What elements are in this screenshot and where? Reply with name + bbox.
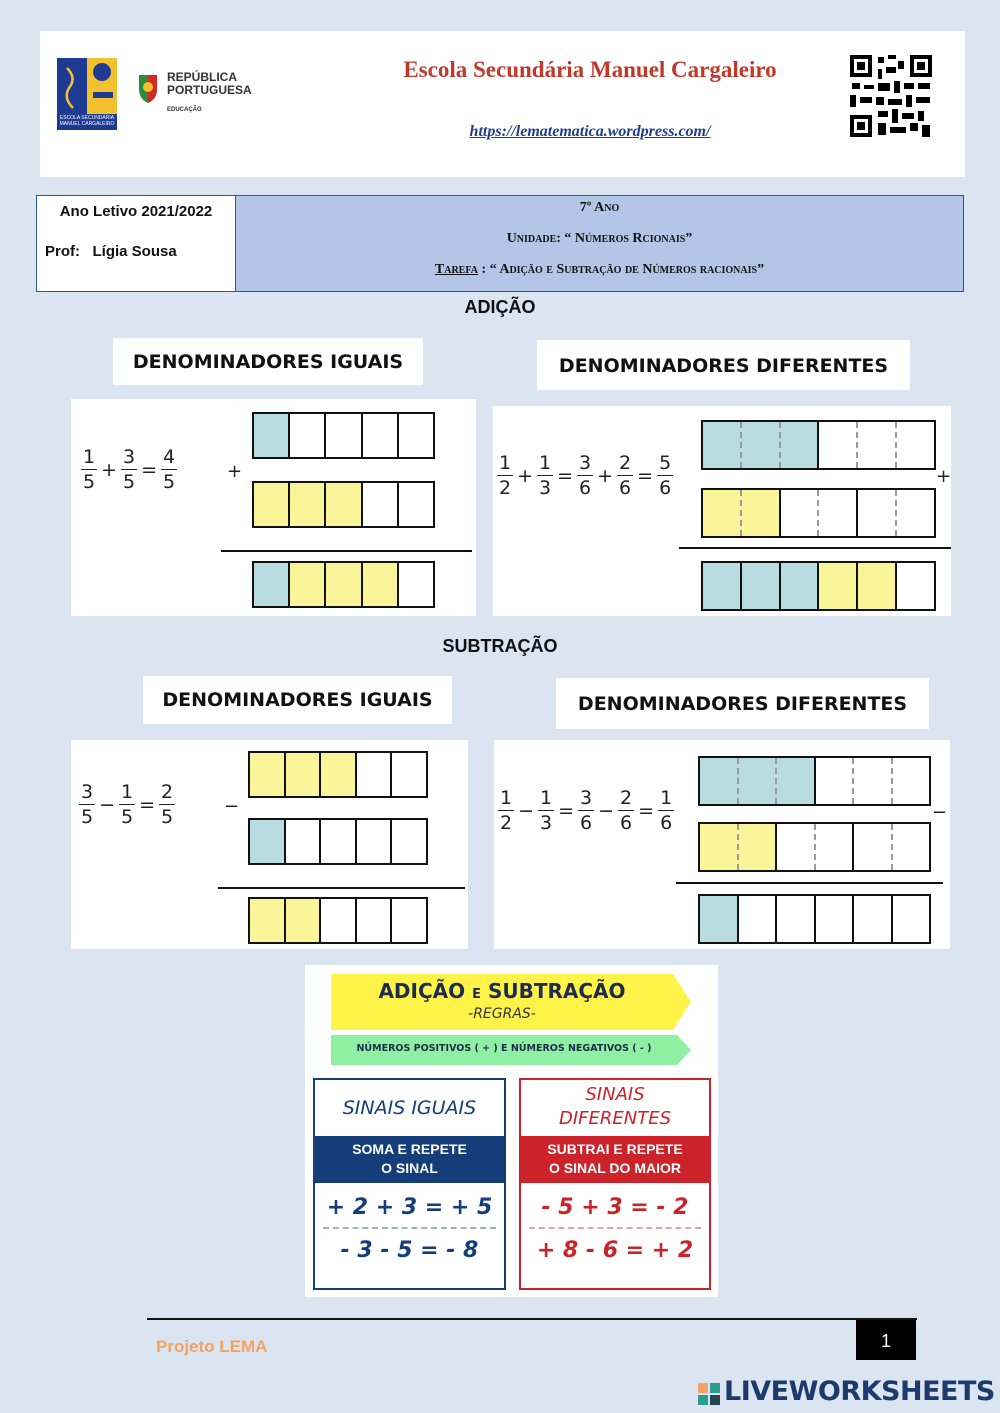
page-header: [40, 31, 965, 177]
task-text: : “ Adição e Subtração de Números racionais”: [481, 262, 765, 277]
info-right-cell: [236, 196, 963, 291]
different-signs-example-2: + 8 - 6 = + 2: [536, 1238, 694, 1263]
add-diff-equation: $\frac{1}{2}$ + $\frac{1}{3}$ = $\frac{3}{6}$ + $\frac{2}{6}$ = $\frac{5}{6}$: [499, 452, 672, 499]
sub-diff-panel: [494, 740, 950, 949]
info-table: [36, 195, 964, 292]
fraction: $\frac{4}{5}$: [163, 446, 176, 493]
fraction-bar: [252, 412, 435, 459]
republic-sub: EDUCAÇÃO: [167, 107, 202, 113]
school-logo: [57, 58, 117, 130]
sub-diff-label: DENOMINADORES DIFERENTES: [556, 678, 929, 729]
sum-line: [679, 547, 951, 549]
fraction: $\frac{3}{6}$: [580, 787, 593, 834]
sub-same-equation: $\frac{3}{5}$ − $\frac{1}{5}$ = $\frac{2}{5}$: [81, 781, 174, 828]
liveworksheets-brand[interactable]: LIVEWORKSHEETS: [724, 1376, 995, 1407]
teacher-name: Prof: Lígia Sousa: [45, 243, 177, 260]
addition-heading: ADIÇÃO: [464, 297, 536, 317]
fraction-bar: [252, 561, 435, 608]
task-prefix: Tarefa: [434, 262, 478, 277]
sub-same-label: DENOMINADORES IGUAIS: [143, 676, 452, 724]
fraction: $\frac{1}{2}$: [499, 452, 512, 499]
fraction: $\frac{1}{5}$: [121, 781, 134, 828]
grade-label: 7º Ano: [579, 200, 620, 215]
fraction: $\frac{2}{6}$: [619, 452, 632, 499]
fraction: $\frac{3}{6}$: [579, 452, 592, 499]
school-year: Ano Letivo 2021/2022: [59, 203, 213, 220]
fraction: $\frac{1}{3}$: [539, 452, 552, 499]
minus-sign: −: [224, 796, 240, 817]
fraction: $\frac{3}{5}$: [81, 781, 94, 828]
equal-signs-box: [313, 1078, 506, 1290]
add-same-panel: [71, 399, 476, 616]
fraction: $\frac{2}{5}$: [161, 781, 174, 828]
minus-sign: −: [932, 802, 948, 823]
fraction: $\frac{1}{5}$: [83, 446, 96, 493]
different-signs-example-1: - 5 + 3 = - 2: [529, 1183, 701, 1229]
website-link[interactable]: https://lematematica.wordpress.com/: [469, 123, 711, 140]
plus-sign: +: [227, 461, 243, 482]
difference-line: [218, 887, 465, 889]
fraction: $\frac{5}{6}$: [659, 452, 672, 499]
page-number: 1: [856, 1320, 916, 1360]
fraction-bar: [698, 822, 931, 872]
fraction-bar: [248, 897, 428, 944]
school-name: Escola Secundária Manuel Cargaleiro: [403, 57, 777, 82]
equal-signs-rule: SOMA E REPETE O SINAL: [315, 1136, 504, 1183]
different-signs-title: SINAIS DIFERENTES: [558, 1084, 672, 1129]
plus-sign: +: [936, 466, 952, 487]
equal-signs-example-2: - 3 - 5 = - 8: [340, 1238, 479, 1263]
fraction-bar: [701, 561, 936, 611]
fraction: $\frac{3}{5}$: [123, 446, 136, 493]
task-label: [236, 258, 963, 289]
fraction: $\frac{1}{2}$: [500, 787, 513, 834]
school-logo-text: ESCOLA SECUNDÁRIA MANUEL CARGALEIRO: [59, 115, 115, 127]
fraction-bar: [698, 756, 931, 806]
fraction: $\frac{1}{6}$: [660, 787, 673, 834]
sum-line: [221, 550, 472, 552]
footer-divider: [147, 1318, 917, 1320]
rules-title: ADIÇÃO E SUBTRAÇÃO: [378, 979, 626, 1003]
republic-logo: [135, 69, 265, 119]
add-same-label: DENOMINADORES IGUAIS: [113, 338, 423, 385]
equal-signs-example-1: + 2 + 3 = + 5: [323, 1183, 496, 1229]
qr-code-icon: [848, 53, 934, 139]
liveworksheets-icon: [698, 1383, 722, 1405]
fraction-bar: [701, 488, 936, 538]
unit-label: Unidade: “ Números Rcionais”: [506, 231, 693, 246]
equal-signs-title: SINAIS IGUAIS: [342, 1097, 477, 1119]
fraction: $\frac{1}{3}$: [540, 787, 553, 834]
republic-line-1: REPÚBLICA: [167, 70, 238, 84]
sub-diff-equation: $\frac{1}{2}$ − $\frac{1}{3}$ = $\frac{3}{6}$ − $\frac{2}{6}$ = $\frac{1}{6}$: [500, 787, 673, 834]
fraction-bar: [248, 818, 428, 865]
rules-banner: NÚMEROS POSITIVOS ( + ) E NÚMEROS NEGATIVOS ( - ): [356, 1043, 652, 1054]
sub-same-panel: [71, 740, 468, 949]
info-left-cell: [37, 196, 236, 291]
fraction: $\frac{2}{6}$: [620, 787, 633, 834]
fraction-bar: [701, 420, 936, 470]
fraction-bar: [252, 481, 435, 528]
republic-line-2: PORTUGUESA: [167, 83, 252, 97]
add-same-equation: $\frac{1}{5}$ + $\frac{3}{5}$ = $\frac{4}{5}$: [83, 446, 176, 493]
different-signs-box: [519, 1078, 711, 1290]
project-label: Projeto LEMA: [156, 1337, 268, 1356]
different-signs-rule: SUBTRAI E REPETE O SINAL DO MAIOR: [521, 1136, 709, 1183]
fraction-bar: [248, 751, 428, 798]
add-diff-panel: [493, 406, 951, 616]
add-diff-label: DENOMINADORES DIFERENTES: [537, 340, 910, 390]
sign-rules-infographic: [305, 965, 718, 1297]
rules-subtitle: -REGRAS-: [468, 1006, 536, 1022]
difference-line: [676, 882, 943, 884]
subtraction-heading: SUBTRAÇÃO: [442, 636, 558, 656]
fraction-bar: [698, 894, 931, 944]
